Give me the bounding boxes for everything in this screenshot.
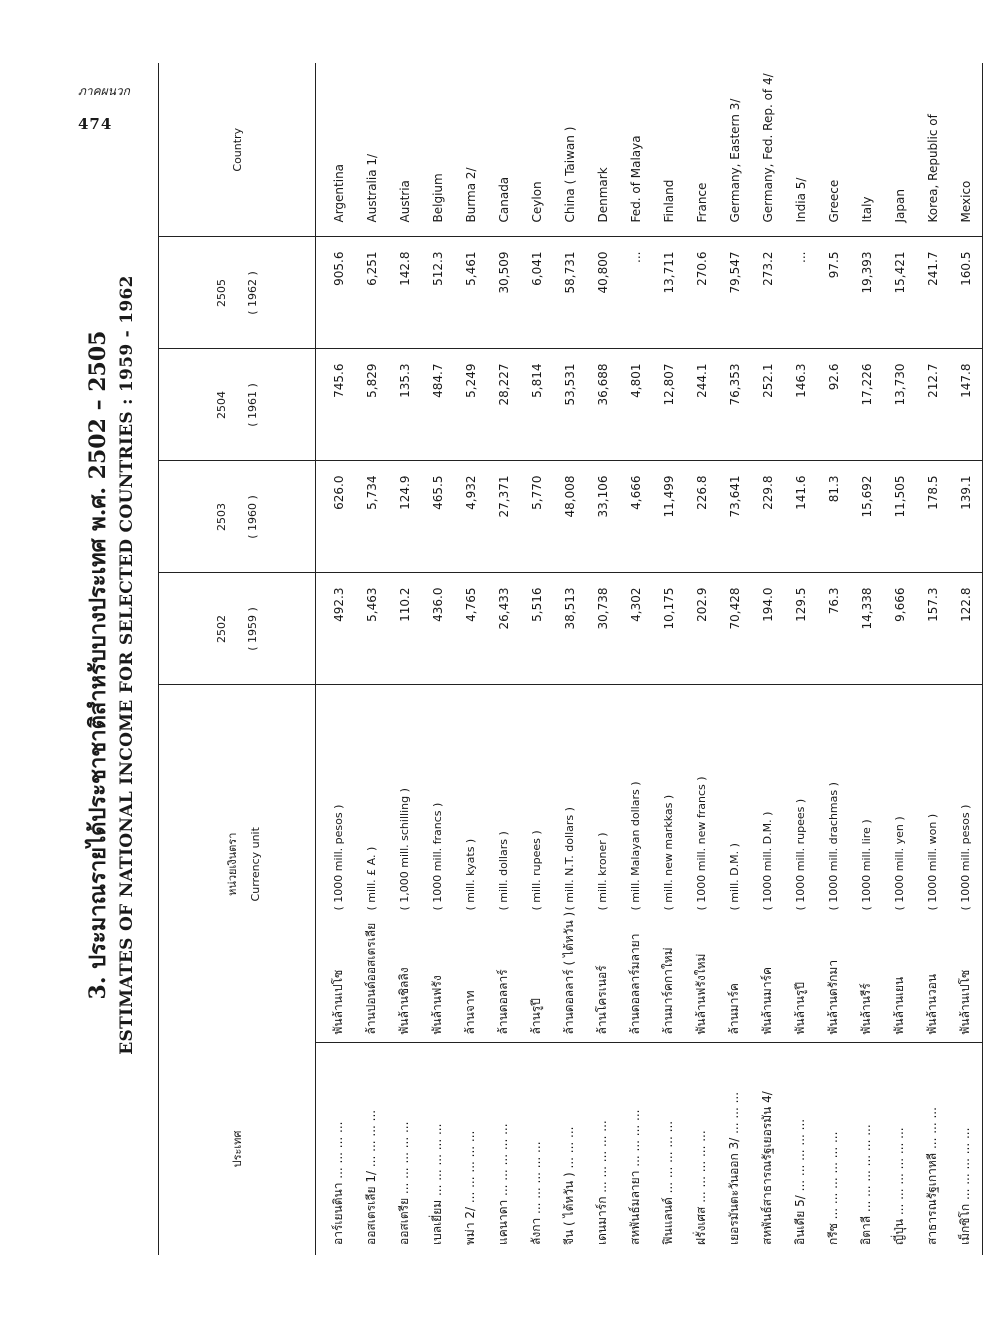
country-thai-cell: ออสเตรีย ... ... ... ... ...: [397, 1121, 411, 1245]
unit-thai: ล้านรูปี: [529, 998, 543, 1035]
value-1959-cell: 157.3: [916, 573, 949, 685]
value-1962-cell: 270.6: [685, 237, 718, 349]
country-english-cell: Finland: [652, 63, 685, 237]
header-unit-thai: หน่วยเงินตรา: [225, 832, 239, 896]
value-1961-cell: 5,249: [454, 349, 487, 461]
country-english-cell: Austria: [388, 63, 421, 237]
unit-thai: พันล้านรูปี: [793, 982, 807, 1035]
unit-thai: พันล้านวอน: [925, 973, 939, 1035]
value-1962-cell: 19,393: [850, 237, 883, 349]
country-english-cell: Canada: [487, 63, 520, 237]
country-thai-cell: ฟินแลนด์ ... ... ... ... ...: [661, 1120, 675, 1245]
header-country-thai: ประเทศ: [159, 1043, 316, 1255]
value-1959-cell: 10,175: [652, 573, 685, 685]
unit-english: ( 1000 mill. pesos ): [959, 804, 972, 911]
country-thai-cell: เยอรมันตะวันออก 3/ ... ... ...: [727, 1091, 741, 1245]
table-row: [718, 63, 751, 1255]
value-1962-cell: 30,509: [487, 237, 520, 349]
unit-thai: พันล้านฟรัง: [430, 975, 444, 1035]
header-year-thai: 2503: [215, 503, 228, 531]
value-1960-cell: 139.1: [949, 461, 982, 573]
value-1962-cell: 15,421: [883, 237, 916, 349]
country-thai-cell: ลังกา ... ... ... ... ...: [529, 1141, 543, 1245]
table-body: [316, 63, 983, 1255]
header-row: [159, 63, 316, 1255]
unit-thai: ล้านมาร์คกาใหม่: [661, 947, 675, 1035]
value-1959-cell: 5,463: [355, 573, 388, 685]
value-1959-cell: 492.3: [316, 573, 356, 685]
table-row: [619, 63, 652, 1255]
value-1959-cell: 110.2: [388, 573, 421, 685]
country-thai-cell: สหพันธ์สาธารณรัฐเยอรมัน 4/: [760, 1091, 774, 1245]
value-1962-cell: 241.7: [916, 237, 949, 349]
table-row: [316, 63, 356, 1255]
country-english-cell: Burma 2/: [454, 63, 487, 237]
currency-unit-cell: [619, 685, 652, 1043]
unit-thai: ล้านดอลลาร์มลายา: [628, 933, 642, 1035]
unit-thai: ล้านดอลลาร์ ( ไต้หวัน ): [562, 911, 576, 1035]
value-1961-cell: 92.6: [817, 349, 850, 461]
unit-thai: ล้านโครเนอร์: [595, 965, 609, 1035]
value-1959-cell: 194.0: [751, 573, 784, 685]
value-1959-cell: 76.3: [817, 573, 850, 685]
value-1959-cell: 4,302: [619, 573, 652, 685]
header-year-thai: 2504: [215, 391, 228, 419]
table-row: [454, 63, 487, 1255]
currency-unit-cell: [817, 685, 850, 1043]
unit-english: ( 1000 mill. yen ): [893, 816, 906, 911]
value-1960-cell: 124.9: [388, 461, 421, 573]
currency-unit-cell: [520, 685, 553, 1043]
value-1960-cell: 48,008: [553, 461, 586, 573]
value-1961-cell: 146.3: [784, 349, 817, 461]
value-1959-cell: 26,433: [487, 573, 520, 685]
value-1961-cell: 13,730: [883, 349, 916, 461]
header-unit-english: Currency unit: [248, 827, 262, 902]
value-1960-cell: 229.8: [751, 461, 784, 573]
value-1962-cell: ...: [619, 237, 652, 349]
currency-unit-cell: [883, 685, 916, 1043]
value-1959-cell: 9,666: [883, 573, 916, 685]
value-1961-cell: 147.8: [949, 349, 982, 461]
country-thai-cell: สหพันธ์มลายา ... ... ... ...: [628, 1109, 642, 1245]
country-thai-cell: ญี่ปุ่น ... ... ... ... ... ...: [892, 1127, 906, 1245]
country-english-cell: Belgium: [421, 63, 454, 237]
country-thai-cell: อินเดีย 5/ ... ... ... ... ...: [793, 1118, 807, 1245]
country-english-cell: Mexico: [949, 63, 982, 237]
value-1961-cell: 53,531: [553, 349, 586, 461]
value-1962-cell: 40,800: [586, 237, 619, 349]
unit-english: ( mill. rupees ): [530, 830, 543, 911]
value-1962-cell: 58,731: [553, 237, 586, 349]
country-thai-cell: ฝรั่งเศส ... ... ... ... ...: [694, 1130, 708, 1245]
country-thai-cell: แคนาดา ... ... ... ... ...: [496, 1123, 510, 1245]
country-english-cell: Greece: [817, 63, 850, 237]
value-1962-cell: 5,461: [454, 237, 487, 349]
table-row: [949, 63, 982, 1255]
currency-unit-cell: [784, 685, 817, 1043]
country-english-cell: Japan: [883, 63, 916, 237]
table-row: [520, 63, 553, 1255]
section-label: ภาคผนวก: [78, 84, 130, 98]
country-thai-cell: อิตาลี ... ... ... ... ... ...: [859, 1124, 873, 1245]
value-1962-cell: 905.6: [316, 237, 356, 349]
page-number: 474: [78, 115, 113, 133]
value-1961-cell: 36,688: [586, 349, 619, 461]
title-thai: 3. ประมาณรายได้ประชาชาติสำหรับบางประเทศ พ.ศ. 2502 – 2505: [85, 330, 111, 1000]
currency-unit-cell: [487, 685, 520, 1043]
country-english-cell: China ( Taiwan ): [553, 63, 586, 237]
country-english-cell: Korea, Republic of: [916, 63, 949, 237]
currency-unit-cell: [652, 685, 685, 1043]
value-1961-cell: 5,829: [355, 349, 388, 461]
table-row: [850, 63, 883, 1255]
table-row: [751, 63, 784, 1255]
unit-thai: พันล้านเปโซ: [331, 969, 345, 1035]
value-1962-cell: 142.8: [388, 237, 421, 349]
unit-english: ( 1000 mill. drachmas ): [827, 782, 840, 911]
country-thai-cell: สาธารณรัฐเกาหลี ... ... ...: [925, 1107, 939, 1245]
value-1961-cell: 212.7: [916, 349, 949, 461]
unit-english: ( 1000 mill. won ): [926, 813, 939, 911]
unit-thai: พันล้านเยน: [892, 976, 906, 1035]
value-1960-cell: 11,505: [883, 461, 916, 573]
value-1960-cell: 178.5: [916, 461, 949, 573]
unit-thai: พันล้านดรักมา: [826, 959, 840, 1035]
country-thai-cell: อาร์เยนตินา ... ... ... ...: [331, 1121, 345, 1245]
table-row: [685, 63, 718, 1255]
country-english-cell: Fed. of Malaya: [619, 63, 652, 237]
value-1962-cell: 13,711: [652, 237, 685, 349]
value-1961-cell: 135.3: [388, 349, 421, 461]
currency-unit-cell: [553, 685, 586, 1043]
value-1961-cell: 745.6: [316, 349, 356, 461]
country-thai-cell: เม็กซิโก ... ... ... ... ...: [958, 1127, 972, 1245]
header-year-thai: 2505: [215, 279, 228, 307]
header-year-ad: ( 1959 ): [246, 607, 259, 651]
value-1959-cell: 14,338: [850, 573, 883, 685]
value-1962-cell: 6,041: [520, 237, 553, 349]
currency-unit-cell: [949, 685, 982, 1043]
value-1960-cell: 141.6: [784, 461, 817, 573]
currency-unit-cell: [316, 685, 356, 1043]
country-english-cell: Germany, Eastern 3/: [718, 63, 751, 237]
currency-unit-cell: [421, 685, 454, 1043]
table-row: [916, 63, 949, 1255]
unit-english: ( 1000 mill. D.M. ): [761, 811, 774, 911]
value-1961-cell: 12,807: [652, 349, 685, 461]
value-1960-cell: 626.0: [316, 461, 356, 573]
unit-english: ( mill. £ A. ): [365, 846, 378, 911]
country-english-cell: Germany, Fed. Rep. of 4/: [751, 63, 784, 237]
value-1959-cell: 202.9: [685, 573, 718, 685]
header-country-english: Country: [159, 63, 316, 237]
unit-english: ( 1000 mill. pesos ): [332, 804, 345, 911]
value-1959-cell: 122.8: [949, 573, 982, 685]
header-year-2504: [159, 349, 316, 461]
currency-unit-cell: [751, 685, 784, 1043]
country-english-cell: India 5/: [784, 63, 817, 237]
header-year-2505: [159, 237, 316, 349]
unit-english: ( mill. N.T. dollars ): [563, 807, 576, 911]
currency-unit-cell: [685, 685, 718, 1043]
value-1960-cell: 4,666: [619, 461, 652, 573]
value-1959-cell: 5,516: [520, 573, 553, 685]
country-thai-cell: เบลเยี่ยม ... ... ... ... ...: [430, 1123, 444, 1245]
value-1960-cell: 15,692: [850, 461, 883, 573]
country-thai-cell: พม่า 2/ ... ... ... ... ...: [463, 1130, 477, 1245]
table-row: [553, 63, 586, 1255]
country-english-cell: Italy: [850, 63, 883, 237]
currency-unit-cell: [850, 685, 883, 1043]
value-1960-cell: 465.5: [421, 461, 454, 573]
value-1959-cell: 38,513: [553, 573, 586, 685]
table-row: [487, 63, 520, 1255]
value-1959-cell: 30,738: [586, 573, 619, 685]
value-1962-cell: ...: [784, 237, 817, 349]
value-1960-cell: 73,641: [718, 461, 751, 573]
value-1961-cell: 5,814: [520, 349, 553, 461]
value-1960-cell: 27,371: [487, 461, 520, 573]
unit-english: ( mill. D.M. ): [728, 843, 741, 911]
header-year-2503: [159, 461, 316, 573]
income-table: [159, 63, 982, 1255]
value-1960-cell: 11,499: [652, 461, 685, 573]
country-english-cell: Argentina: [316, 63, 356, 237]
unit-english: ( mill. dollars ): [497, 831, 510, 911]
currency-unit-cell: [916, 685, 949, 1043]
table-row: [421, 63, 454, 1255]
table-row: [355, 63, 388, 1255]
unit-english: ( 1000 mill. francs ): [431, 802, 444, 911]
country-thai-cell: กรีซ ... ... ... ... ... ...: [826, 1131, 840, 1245]
value-1960-cell: 226.8: [685, 461, 718, 573]
unit-thai: ล้านดอลลาร์: [496, 969, 510, 1035]
currency-unit-cell: [388, 685, 421, 1043]
country-thai-cell: เดนมาร์ก ... ... ... ... ...: [595, 1120, 609, 1245]
value-1961-cell: 4,801: [619, 349, 652, 461]
value-1961-cell: 484.7: [421, 349, 454, 461]
unit-english: ( mill. new markkas ): [662, 794, 675, 911]
value-1959-cell: 436.0: [421, 573, 454, 685]
unit-english: ( 1000 mill. rupees ): [794, 798, 807, 911]
unit-english: ( mill. Malayan dollars ): [629, 781, 642, 911]
value-1960-cell: 33,106: [586, 461, 619, 573]
unit-english: ( 1,000 mill. schilling ): [398, 788, 411, 911]
value-1962-cell: 160.5: [949, 237, 982, 349]
country-english-cell: Denmark: [586, 63, 619, 237]
country-thai-cell: ออสเตรเลีย 1/ ... ... ... ...: [364, 1109, 378, 1245]
unit-english: ( mill. kyats ): [464, 838, 477, 911]
table-row: [817, 63, 850, 1255]
value-1961-cell: 244.1: [685, 349, 718, 461]
unit-english: ( mill. kroner ): [596, 832, 609, 911]
value-1962-cell: 97.5: [817, 237, 850, 349]
unit-thai: พันล้านมาร์ค: [760, 966, 774, 1035]
currency-unit-cell: [718, 685, 751, 1043]
value-1960-cell: 5,734: [355, 461, 388, 573]
header-year-ad: ( 1961 ): [246, 383, 259, 427]
value-1960-cell: 5,770: [520, 461, 553, 573]
value-1962-cell: 79,547: [718, 237, 751, 349]
table-titles: [80, 45, 137, 1285]
unit-thai: ล้านจาท: [463, 990, 477, 1035]
value-1961-cell: 17,226: [850, 349, 883, 461]
title-english: ESTIMATES OF NATIONAL INCOME FOR SELECTED COUNTRIES : 1959 - 1962: [117, 275, 137, 1055]
value-1961-cell: 28,227: [487, 349, 520, 461]
currency-unit-cell: [355, 685, 388, 1043]
table-row: [586, 63, 619, 1255]
unit-english: ( 1000 mill. new francs ): [695, 776, 708, 911]
unit-thai: ล้านปอนด์ออสเตรเลีย: [364, 922, 378, 1035]
table-row: [883, 63, 916, 1255]
table-row: [388, 63, 421, 1255]
table-row: [784, 63, 817, 1255]
currency-unit-cell: [454, 685, 487, 1043]
currency-unit-cell: [586, 685, 619, 1043]
header-year-ad: ( 1960 ): [246, 495, 259, 539]
value-1959-cell: 70,428: [718, 573, 751, 685]
country-english-cell: Australia 1/: [355, 63, 388, 237]
value-1960-cell: 4,932: [454, 461, 487, 573]
value-1962-cell: 512.3: [421, 237, 454, 349]
value-1960-cell: 81.3: [817, 461, 850, 573]
value-1959-cell: 4,765: [454, 573, 487, 685]
unit-thai: พันล้านฟรังใหม่: [694, 953, 708, 1035]
country-english-cell: Ceylon: [520, 63, 553, 237]
table-row: [652, 63, 685, 1255]
unit-thai: พันล้านรีร์: [859, 983, 873, 1035]
unit-thai: พันล้านเปโซ: [958, 969, 972, 1035]
income-table-wrap: [158, 63, 983, 1255]
unit-thai: พันล้านชิลลิง: [397, 967, 411, 1035]
header-year-2502: [159, 573, 316, 685]
country-english-cell: France: [685, 63, 718, 237]
country-thai-cell: จีน ( ไต้หวัน ) ... ... ...: [562, 1126, 576, 1245]
value-1962-cell: 273.2: [751, 237, 784, 349]
unit-thai: ล้านมาร์ค: [727, 983, 741, 1035]
header-year-ad: ( 1962 ): [246, 271, 259, 315]
value-1959-cell: 129.5: [784, 573, 817, 685]
header-year-thai: 2502: [215, 615, 228, 643]
unit-english: ( 1000 mill. lire ): [860, 819, 873, 911]
header-currency-unit: [159, 685, 316, 1043]
value-1961-cell: 252.1: [751, 349, 784, 461]
rotated-table-block: [80, 45, 973, 1285]
value-1961-cell: 76,353: [718, 349, 751, 461]
value-1962-cell: 6,251: [355, 237, 388, 349]
